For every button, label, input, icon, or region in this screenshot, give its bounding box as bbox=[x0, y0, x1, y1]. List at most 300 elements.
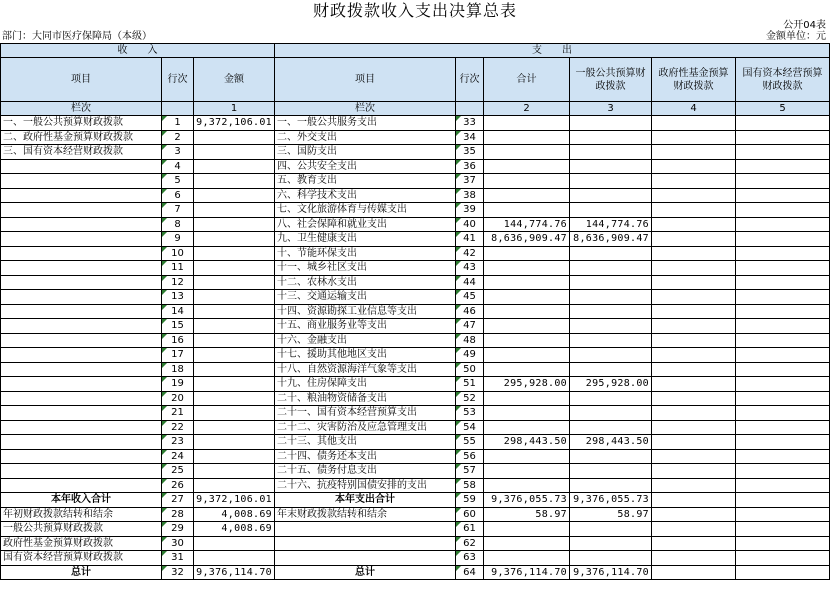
table-row bbox=[1, 435, 830, 450]
state-capital-header: 国有资本经营预算财政拨款 bbox=[736, 58, 830, 102]
income-amount bbox=[194, 406, 275, 421]
state-capital-amount bbox=[736, 145, 830, 160]
table-row bbox=[1, 188, 830, 203]
state-capital-amount bbox=[736, 449, 830, 464]
expense-item: 二十、粮油物资储备支出 bbox=[275, 391, 456, 406]
row-number: 16 bbox=[162, 333, 194, 348]
grand-total-general: 9,376,114.70 bbox=[570, 565, 652, 580]
state-capital-amount bbox=[736, 435, 830, 450]
income-item bbox=[1, 391, 162, 406]
income-amount bbox=[194, 377, 275, 392]
gov-fund-amount bbox=[652, 130, 736, 145]
gov-fund-amount bbox=[652, 420, 736, 435]
state-capital-amount bbox=[736, 116, 830, 131]
expense-item: 二十一、国有资本经营预算支出 bbox=[275, 406, 456, 421]
income-amount bbox=[194, 348, 275, 363]
grand-total-label-right: 总计 bbox=[275, 565, 456, 580]
expense-total-amount: 9,376,055.73 bbox=[484, 493, 570, 508]
empty-cell bbox=[570, 522, 652, 537]
expense-item: 一、一般公共服务支出 bbox=[275, 116, 456, 131]
expense-total bbox=[484, 362, 570, 377]
expense-total bbox=[484, 246, 570, 261]
expense-item: 二十五、债务付息支出 bbox=[275, 464, 456, 479]
expense-item: 十三、交通运输支出 bbox=[275, 290, 456, 305]
general-budget-header: 一般公共预算财政拨款 bbox=[570, 58, 652, 102]
row-number: 64 bbox=[456, 565, 484, 580]
empty-cell bbox=[275, 551, 456, 566]
income-item bbox=[1, 333, 162, 348]
sub-general-label: 一般公共预算财政拨款 bbox=[1, 522, 162, 537]
row-number: 59 bbox=[456, 493, 484, 508]
income-amount: 9,372,106.01 bbox=[194, 116, 275, 131]
row-number: 49 bbox=[456, 348, 484, 363]
expense-item: 三、国防支出 bbox=[275, 145, 456, 160]
income-total-amount: 9,372,106.01 bbox=[194, 493, 275, 508]
expense-total bbox=[484, 391, 570, 406]
state-capital-amount bbox=[736, 188, 830, 203]
income-item bbox=[1, 304, 162, 319]
row-number: 46 bbox=[456, 304, 484, 319]
income-item bbox=[1, 435, 162, 450]
row-number: 42 bbox=[456, 246, 484, 261]
expense-total bbox=[484, 261, 570, 276]
row-number: 40 bbox=[456, 217, 484, 232]
gov-fund-amount bbox=[652, 232, 736, 247]
column-index-1: 1 bbox=[194, 102, 275, 116]
column-index-row bbox=[1, 102, 830, 116]
expense-total bbox=[484, 406, 570, 421]
income-item bbox=[1, 246, 162, 261]
column-index-3: 3 bbox=[570, 102, 652, 116]
gov-fund-header: 政府性基金预算财政拨款 bbox=[652, 58, 736, 102]
empty-cell bbox=[736, 493, 830, 508]
row-number: 50 bbox=[456, 362, 484, 377]
expense-item: 十五、商业服务业等支出 bbox=[275, 319, 456, 334]
gov-fund-amount bbox=[652, 406, 736, 421]
expense-total bbox=[484, 290, 570, 305]
gov-fund-amount bbox=[652, 174, 736, 189]
empty-cell bbox=[570, 551, 652, 566]
empty-cell bbox=[652, 507, 736, 522]
state-capital-amount bbox=[736, 203, 830, 218]
table-row bbox=[1, 130, 830, 145]
general-budget-amount bbox=[570, 145, 652, 160]
grand-total-row bbox=[1, 565, 830, 580]
income-item bbox=[1, 319, 162, 334]
row-number: 30 bbox=[162, 536, 194, 551]
income-amount bbox=[194, 290, 275, 305]
row-number: 28 bbox=[162, 507, 194, 522]
row-number: 44 bbox=[456, 275, 484, 290]
table-row bbox=[1, 420, 830, 435]
income-amount bbox=[194, 188, 275, 203]
empty-cell bbox=[652, 522, 736, 537]
income-amount bbox=[194, 203, 275, 218]
row-number: 3 bbox=[162, 145, 194, 160]
state-capital-amount bbox=[736, 478, 830, 493]
expense-total bbox=[484, 203, 570, 218]
expense-total bbox=[484, 116, 570, 131]
state-capital-amount bbox=[736, 159, 830, 174]
row-number: 63 bbox=[456, 551, 484, 566]
empty-cell bbox=[652, 493, 736, 508]
table-row bbox=[1, 464, 830, 479]
expense-total-header: 合计 bbox=[484, 58, 570, 102]
expense-item: 十八、自然资源海洋气象等支出 bbox=[275, 362, 456, 377]
table-row bbox=[1, 217, 830, 232]
balance-sub-row bbox=[1, 551, 830, 566]
state-capital-amount bbox=[736, 261, 830, 276]
row-number: 45 bbox=[456, 290, 484, 305]
expense-item: 十九、住房保障支出 bbox=[275, 377, 456, 392]
income-amount bbox=[194, 362, 275, 377]
begin-balance-label: 年初财政拨款结转和结余 bbox=[1, 507, 162, 522]
income-amount bbox=[194, 478, 275, 493]
grand-total-label: 总计 bbox=[1, 565, 162, 580]
gov-fund-amount bbox=[652, 362, 736, 377]
expense-item: 二十六、抗疫特别国债安排的支出 bbox=[275, 478, 456, 493]
empty-cell bbox=[194, 536, 275, 551]
row-number: 52 bbox=[456, 391, 484, 406]
general-budget-amount bbox=[570, 275, 652, 290]
general-budget-amount: 298,443.50 bbox=[570, 435, 652, 450]
row-number: 37 bbox=[456, 174, 484, 189]
empty-cell bbox=[484, 551, 570, 566]
income-amount bbox=[194, 145, 275, 160]
income-total-label: 本年收入合计 bbox=[1, 493, 162, 508]
balance-row bbox=[1, 507, 830, 522]
row-number: 25 bbox=[162, 464, 194, 479]
state-capital-amount bbox=[736, 406, 830, 421]
general-budget-amount: 295,928.00 bbox=[570, 377, 652, 392]
income-amount-header: 金额 bbox=[194, 58, 275, 102]
empty-cell bbox=[484, 536, 570, 551]
row-number: 29 bbox=[162, 522, 194, 537]
expense-total bbox=[484, 449, 570, 464]
general-budget-amount bbox=[570, 174, 652, 189]
expense-total bbox=[484, 319, 570, 334]
general-budget-amount bbox=[570, 246, 652, 261]
expense-total bbox=[484, 145, 570, 160]
gov-fund-amount bbox=[652, 464, 736, 479]
amount-unit-label: 金额单位：元 bbox=[766, 31, 826, 42]
header-column-row bbox=[1, 58, 830, 102]
row-number: 38 bbox=[456, 188, 484, 203]
row-number: 13 bbox=[162, 290, 194, 305]
expense-item: 二、外交支出 bbox=[275, 130, 456, 145]
row-number: 56 bbox=[456, 449, 484, 464]
income-item: 三、国有资本经营财政拨款 bbox=[1, 145, 162, 160]
row-number: 33 bbox=[456, 116, 484, 131]
income-item: 一、一般公共预算财政拨款 bbox=[1, 116, 162, 131]
income-amount bbox=[194, 391, 275, 406]
row-number: 35 bbox=[456, 145, 484, 160]
gov-fund-amount bbox=[652, 290, 736, 305]
row-number: 14 bbox=[162, 304, 194, 319]
gov-fund-amount bbox=[652, 391, 736, 406]
general-budget-amount bbox=[570, 449, 652, 464]
department-label: 部门：大同市医疗保障局（本级） bbox=[2, 31, 152, 42]
income-item bbox=[1, 174, 162, 189]
expense-total bbox=[484, 159, 570, 174]
empty-cell bbox=[736, 565, 830, 580]
expense-total: 144,774.76 bbox=[484, 217, 570, 232]
row-number: 47 bbox=[456, 319, 484, 334]
column-index-4: 4 bbox=[652, 102, 736, 116]
state-capital-amount bbox=[736, 333, 830, 348]
budget-summary-table bbox=[0, 43, 830, 580]
expense-total: 8,636,909.47 bbox=[484, 232, 570, 247]
end-balance-label: 年末财政拨款结转和结余 bbox=[275, 507, 456, 522]
general-budget-amount bbox=[570, 116, 652, 131]
column-label-left: 栏次 bbox=[1, 102, 162, 116]
income-item bbox=[1, 377, 162, 392]
expense-total bbox=[484, 478, 570, 493]
row-number: 31 bbox=[162, 551, 194, 566]
income-item bbox=[1, 203, 162, 218]
row-number: 53 bbox=[456, 406, 484, 421]
gov-fund-amount bbox=[652, 333, 736, 348]
income-amount bbox=[194, 420, 275, 435]
state-capital-amount bbox=[736, 130, 830, 145]
income-item bbox=[1, 348, 162, 363]
row-number: 19 bbox=[162, 377, 194, 392]
income-amount bbox=[194, 130, 275, 145]
row-number: 20 bbox=[162, 391, 194, 406]
table-row bbox=[1, 145, 830, 160]
table-row bbox=[1, 406, 830, 421]
expense-item: 十四、资源勘探工业信息等支出 bbox=[275, 304, 456, 319]
gov-fund-amount bbox=[652, 304, 736, 319]
expense-item: 五、教育支出 bbox=[275, 174, 456, 189]
expense-item: 八、社会保障和就业支出 bbox=[275, 217, 456, 232]
table-row bbox=[1, 159, 830, 174]
expense-item: 七、文化旅游体育与传媒支出 bbox=[275, 203, 456, 218]
column-index-blank bbox=[162, 102, 194, 116]
income-item bbox=[1, 159, 162, 174]
row-number: 27 bbox=[162, 493, 194, 508]
gov-fund-amount bbox=[652, 275, 736, 290]
general-budget-amount bbox=[570, 362, 652, 377]
income-amount bbox=[194, 159, 275, 174]
row-number: 51 bbox=[456, 377, 484, 392]
begin-balance-amount: 4,008.69 bbox=[194, 507, 275, 522]
income-section-header: 收 入 bbox=[1, 44, 275, 58]
state-capital-amount bbox=[736, 304, 830, 319]
gov-fund-amount bbox=[652, 188, 736, 203]
state-capital-amount bbox=[736, 362, 830, 377]
expense-item: 十二、农林水支出 bbox=[275, 275, 456, 290]
income-amount bbox=[194, 319, 275, 334]
general-budget-amount bbox=[570, 159, 652, 174]
expense-total-label: 本年支出合计 bbox=[275, 493, 456, 508]
empty-cell bbox=[652, 536, 736, 551]
table-row bbox=[1, 391, 830, 406]
row-number: 55 bbox=[456, 435, 484, 450]
expense-total-general: 9,376,055.73 bbox=[570, 493, 652, 508]
general-budget-amount: 144,774.76 bbox=[570, 217, 652, 232]
income-item bbox=[1, 464, 162, 479]
empty-cell bbox=[570, 536, 652, 551]
income-item bbox=[1, 406, 162, 421]
income-amount bbox=[194, 246, 275, 261]
table-row bbox=[1, 246, 830, 261]
gov-fund-amount bbox=[652, 145, 736, 160]
expense-total bbox=[484, 304, 570, 319]
table-row bbox=[1, 478, 830, 493]
empty-cell bbox=[736, 536, 830, 551]
general-budget-amount bbox=[570, 188, 652, 203]
general-budget-amount bbox=[570, 391, 652, 406]
row-number: 62 bbox=[456, 536, 484, 551]
balance-sub-row bbox=[1, 536, 830, 551]
expense-section-header: 支 出 bbox=[275, 44, 830, 58]
expense-item: 二十四、债务还本支出 bbox=[275, 449, 456, 464]
expense-total bbox=[484, 275, 570, 290]
expense-total: 298,443.50 bbox=[484, 435, 570, 450]
row-number: 21 bbox=[162, 406, 194, 421]
income-amount bbox=[194, 435, 275, 450]
income-item bbox=[1, 188, 162, 203]
form-number: 公开04表 bbox=[783, 20, 826, 31]
column-index-5: 5 bbox=[736, 102, 830, 116]
expense-total bbox=[484, 348, 570, 363]
income-amount bbox=[194, 449, 275, 464]
grand-total-expense: 9,376,114.70 bbox=[484, 565, 570, 580]
state-capital-amount bbox=[736, 174, 830, 189]
general-budget-amount bbox=[570, 348, 652, 363]
empty-cell bbox=[652, 565, 736, 580]
expense-item: 十、节能环保支出 bbox=[275, 246, 456, 261]
general-budget-amount bbox=[570, 464, 652, 479]
row-number: 60 bbox=[456, 507, 484, 522]
end-balance-total: 58.97 bbox=[484, 507, 570, 522]
table-row bbox=[1, 275, 830, 290]
expense-total bbox=[484, 174, 570, 189]
row-number: 8 bbox=[162, 217, 194, 232]
income-item bbox=[1, 449, 162, 464]
general-budget-amount bbox=[570, 290, 652, 305]
table-row bbox=[1, 116, 830, 131]
row-number: 17 bbox=[162, 348, 194, 363]
gov-fund-amount bbox=[652, 116, 736, 131]
income-amount bbox=[194, 304, 275, 319]
state-capital-amount bbox=[736, 290, 830, 305]
gov-fund-amount bbox=[652, 159, 736, 174]
empty-cell bbox=[194, 551, 275, 566]
table-row bbox=[1, 348, 830, 363]
gov-fund-amount bbox=[652, 217, 736, 232]
table-row bbox=[1, 174, 830, 189]
expense-item-header: 项目 bbox=[275, 58, 456, 102]
gov-fund-amount bbox=[652, 435, 736, 450]
expense-item: 六、科学技术支出 bbox=[275, 188, 456, 203]
expense-item: 二十二、灾害防治及应急管理支出 bbox=[275, 420, 456, 435]
table-row bbox=[1, 333, 830, 348]
expense-total bbox=[484, 333, 570, 348]
gov-fund-amount bbox=[652, 449, 736, 464]
income-total-row bbox=[1, 493, 830, 508]
row-number: 43 bbox=[456, 261, 484, 276]
expense-total bbox=[484, 188, 570, 203]
empty-cell bbox=[736, 507, 830, 522]
gov-fund-amount bbox=[652, 246, 736, 261]
state-capital-amount bbox=[736, 377, 830, 392]
sub-gov-fund-label: 政府性基金预算财政拨款 bbox=[1, 536, 162, 551]
table-row bbox=[1, 304, 830, 319]
row-number: 1 bbox=[162, 116, 194, 131]
general-budget-amount bbox=[570, 420, 652, 435]
income-item bbox=[1, 420, 162, 435]
column-label-right: 栏次 bbox=[275, 102, 456, 116]
empty-cell bbox=[736, 522, 830, 537]
income-item bbox=[1, 232, 162, 247]
gov-fund-amount bbox=[652, 203, 736, 218]
empty-cell bbox=[275, 522, 456, 537]
income-item bbox=[1, 261, 162, 276]
income-item bbox=[1, 217, 162, 232]
row-number: 6 bbox=[162, 188, 194, 203]
state-capital-amount bbox=[736, 275, 830, 290]
gov-fund-amount bbox=[652, 478, 736, 493]
row-number: 7 bbox=[162, 203, 194, 218]
state-capital-amount bbox=[736, 319, 830, 334]
income-amount bbox=[194, 174, 275, 189]
income-item bbox=[1, 362, 162, 377]
income-amount bbox=[194, 333, 275, 348]
expense-item: 十七、援助其他地区支出 bbox=[275, 348, 456, 363]
income-amount bbox=[194, 232, 275, 247]
header-section-row bbox=[1, 44, 830, 58]
row-number: 11 bbox=[162, 261, 194, 276]
row-number: 36 bbox=[456, 159, 484, 174]
row-number: 34 bbox=[456, 130, 484, 145]
table-row bbox=[1, 261, 830, 276]
table-row bbox=[1, 203, 830, 218]
row-number: 12 bbox=[162, 275, 194, 290]
income-row-no-header: 行次 bbox=[162, 58, 194, 102]
empty-cell bbox=[652, 551, 736, 566]
general-budget-amount bbox=[570, 406, 652, 421]
state-capital-amount bbox=[736, 246, 830, 261]
income-amount bbox=[194, 464, 275, 479]
general-budget-amount bbox=[570, 333, 652, 348]
row-number: 41 bbox=[456, 232, 484, 247]
row-number: 32 bbox=[162, 565, 194, 580]
gov-fund-amount bbox=[652, 348, 736, 363]
general-budget-amount bbox=[570, 130, 652, 145]
general-budget-amount bbox=[570, 319, 652, 334]
income-item bbox=[1, 275, 162, 290]
expense-item: 十一、城乡社区支出 bbox=[275, 261, 456, 276]
sub-general-amount: 4,008.69 bbox=[194, 522, 275, 537]
income-item bbox=[1, 478, 162, 493]
row-number: 23 bbox=[162, 435, 194, 450]
column-index-blank bbox=[456, 102, 484, 116]
table-row bbox=[1, 232, 830, 247]
row-number: 57 bbox=[456, 464, 484, 479]
state-capital-amount bbox=[736, 464, 830, 479]
row-number: 18 bbox=[162, 362, 194, 377]
gov-fund-amount bbox=[652, 377, 736, 392]
state-capital-amount bbox=[736, 391, 830, 406]
table-row bbox=[1, 377, 830, 392]
gov-fund-amount bbox=[652, 319, 736, 334]
income-item: 二、政府性基金预算财政拨款 bbox=[1, 130, 162, 145]
income-amount bbox=[194, 275, 275, 290]
row-number: 39 bbox=[456, 203, 484, 218]
table-row bbox=[1, 319, 830, 334]
